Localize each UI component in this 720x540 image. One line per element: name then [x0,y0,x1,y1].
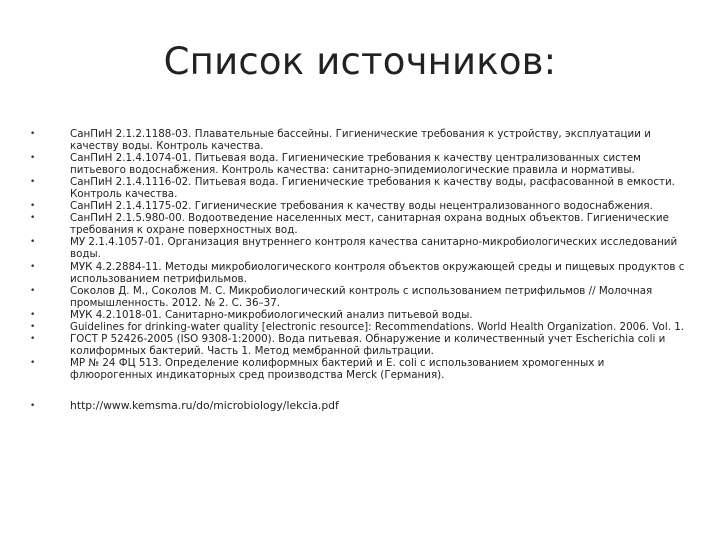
bullet-icon: • [30,357,36,368]
reference-item [30,285,690,309]
reference-text: МУК 4.2.2884-11. Методы микробиологического контроля объектов окружающей среды и пищевых продуктов с использованием петрифильмов. [70,260,685,285]
reference-item [30,309,690,321]
bullet-icon: • [30,261,36,272]
bullet-icon: • [30,237,36,248]
reference-item-link [30,400,690,412]
bullet-icon: • [30,400,36,411]
reference-text: МУ 2.1.4.1057-01. Организация внутреннего контроля качества санитарно-микробиологических исследований воды. [70,236,678,261]
bullet-icon: • [30,321,36,332]
reference-text: Guidelines for drinking-water quality [electronic resource]: Recommendations. World Health Organization. 2006. Vol. 1. [70,320,685,333]
reference-item [30,261,690,285]
bullet-icon: • [30,213,36,224]
slide-title: Список источников: [163,40,557,83]
reference-text: МР № 24 ФЦ 513. Определение колиформных бактерий и E. coli с использованием хромогенных и флюорогенных индикаторных сред производства Merck (Германия). [70,356,605,381]
reference-item [30,200,690,212]
reference-url: http://www.kemsma.ru/do/microbiology/lekcia.pdf [70,398,339,412]
reference-item [30,357,690,381]
reference-text: СанПиН 2.1.4.1175-02. Гигиенические требования к качеству воды нецентрализованного водоснабжения. [70,200,653,213]
reference-text: СанПиН 2.1.4.1074-01. Питьевая вода. Гигиенические требования к качеству централизованных систем питьевого водоснабжения. Контроль качества: санитарно-эпидемиологические правила и нормативы. [70,152,641,177]
reference-text: МУК 4.2.1018-01. Санитарно-микробиологический анализ питьевой воды. [70,308,473,321]
reference-text: СанПиН 2.1.4.1116-02. Питьевая вода. Гигиенические требования к качеству воды, расфасованной в емкости. Контроль качества. [70,176,675,201]
reference-item [30,212,690,236]
bullet-icon: • [30,153,36,164]
bullet-icon: • [30,309,36,320]
bullet-icon: • [30,333,36,344]
reference-text: СанПиН 2.1.2.1188-03. Плавательные бассейны. Гигиенические требования к устройству, эксплуатации и качеству воды. Контроль качества. [70,128,651,153]
reference-list [30,128,690,412]
bullet-icon: • [30,129,36,139]
reference-text: СанПиН 2.1.5.980-00. Водоотведение населенных мест, санитарная охрана водных объектов. Гигиенические требования к охране поверхностных вод. [70,212,669,237]
reference-item [30,128,690,152]
reference-item [30,152,690,176]
reference-text: ГОСТ Р 52426-2005 (ISO 9308-1:2000). Вода питьевая. Обнаружение и количественный учет Escherichia coli и колиформных бактерий. Часть 1. Метод мембранной фильтрации. [70,332,666,357]
reference-item [30,333,690,357]
bullet-icon: • [30,285,36,296]
reference-item [30,321,690,333]
bullet-icon: • [30,177,36,188]
reference-text: Соколов Д. М., Соколов М. С. Микробиологический контроль с использованием петрифильмов // Молочная промышленность. 2012. № 2. С. 36–37. [70,284,653,309]
reference-item [30,236,690,260]
reference-item [30,176,690,200]
bullet-icon: • [30,201,36,212]
